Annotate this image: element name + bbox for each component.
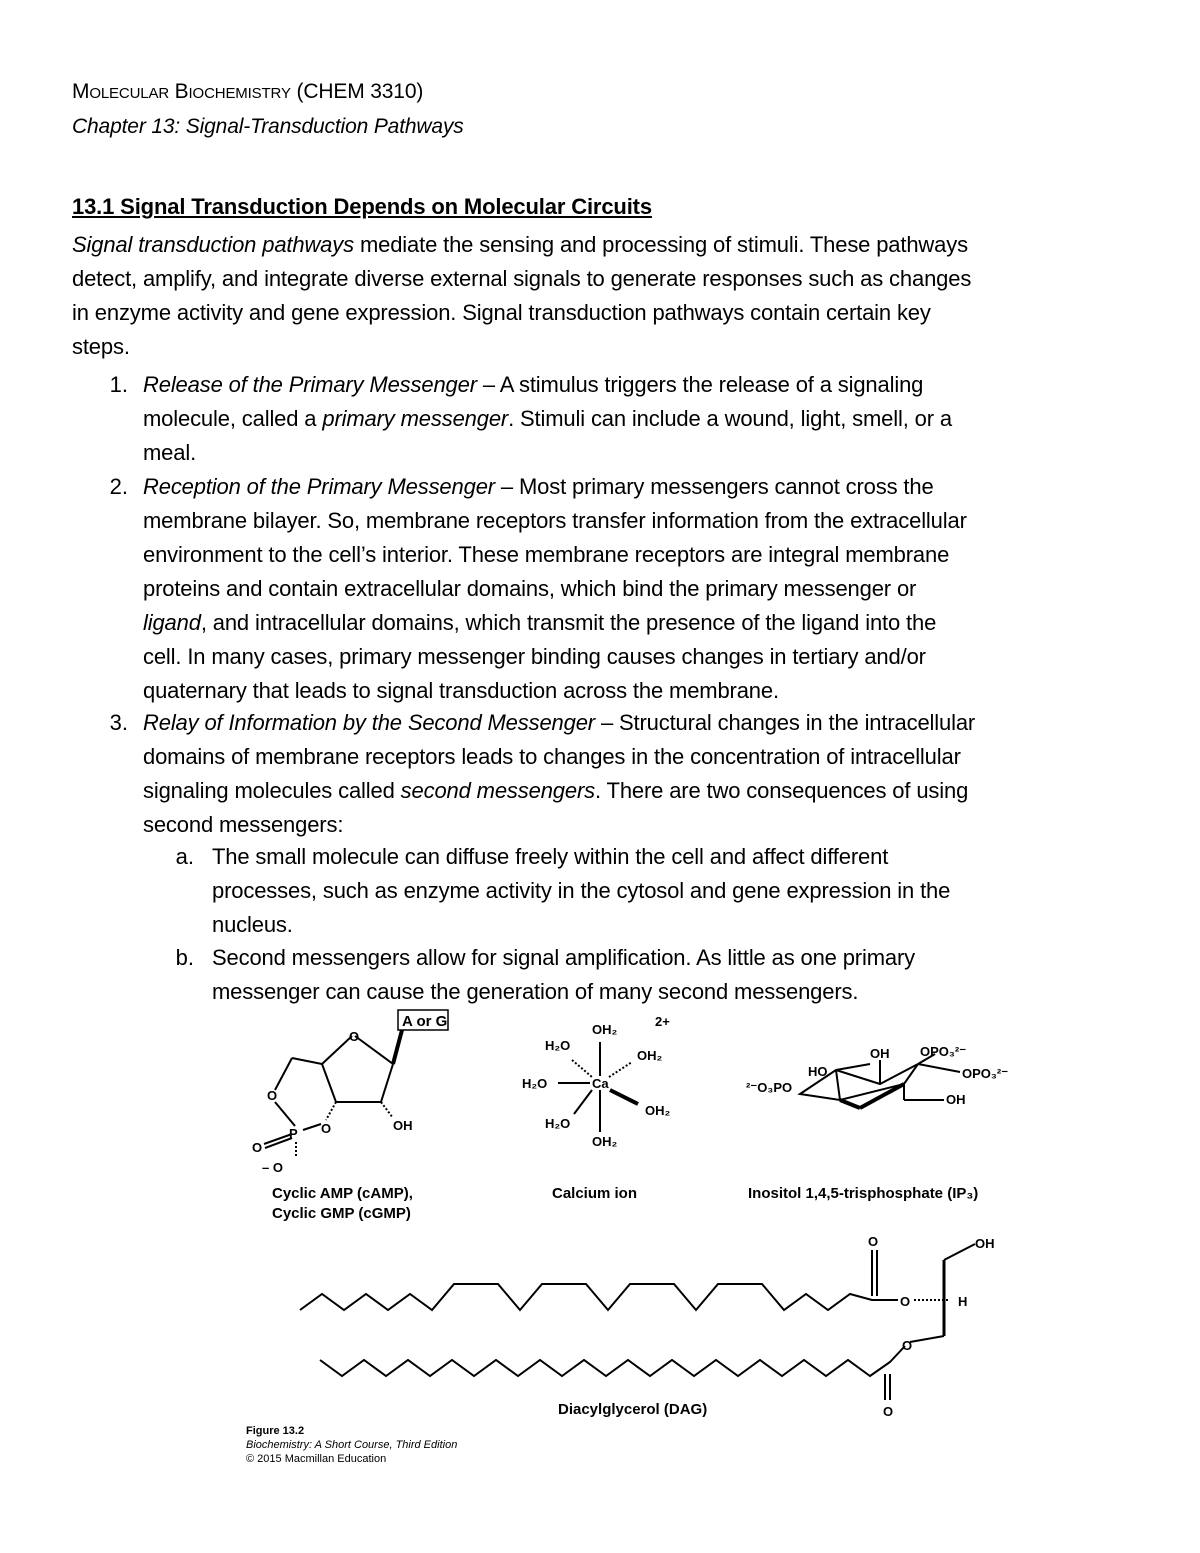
svg-text:H: H — [958, 1294, 968, 1309]
svg-text:H₂O: H₂O — [522, 1076, 548, 1091]
list-number: 3. — [109, 710, 128, 735]
section-heading: 13.1 Signal Transduction Depends on Molecular Circuits — [72, 194, 652, 219]
list-item-line: cell. In many cases, primary messenger binding causes changes in tertiary and/or — [143, 644, 926, 669]
sublist-item-line: The small molecule can diffuse freely within the cell and affect different — [212, 844, 889, 869]
base-box-label: A or G — [402, 1013, 448, 1030]
svg-text:O: O — [321, 1121, 332, 1136]
list-item-line: Reception of the Primary Messenger – Most primary messengers cannot cross the — [143, 474, 934, 499]
svg-text:P: P — [289, 1126, 298, 1141]
figure-source: Biochemistry: A Short Course, Third Edition — [246, 1439, 458, 1451]
svg-text:O: O — [868, 1234, 879, 1249]
list-item-line: environment to the cell’s interior. These membrane receptors are integral membrane — [143, 542, 950, 567]
intro-line: Signal transduction pathways mediate the sensing and processing of stimuli. These pathways — [72, 232, 968, 257]
intro-line: in enzyme activity and gene expression. Signal transduction pathways contain certain key — [72, 300, 931, 325]
intro-line: steps. — [72, 334, 130, 359]
sublist-letter: b. — [175, 945, 194, 970]
sublist-item-line: processes, such as enzyme activity in the cytosol and gene expression in the — [212, 878, 951, 903]
svg-text:Ca: Ca — [592, 1076, 609, 1091]
calcium-atoms — [522, 1014, 671, 1149]
svg-text:OH₂: OH₂ — [592, 1022, 618, 1037]
svg-text:– O: – O — [262, 1160, 283, 1175]
svg-text:O: O — [883, 1404, 894, 1419]
svg-text:OH: OH — [946, 1092, 966, 1107]
list-number: 2. — [109, 474, 128, 499]
camp-label: Cyclic AMP (cAMP), — [272, 1185, 413, 1202]
svg-text:OH₂: OH₂ — [637, 1048, 663, 1063]
svg-text:O: O — [900, 1294, 911, 1309]
list-item-line: proteins and contain extracellular domains, which bind the primary messenger or — [143, 576, 917, 601]
svg-text:OH: OH — [393, 1118, 413, 1133]
list-item-line: quaternary that leads to signal transduction across the membrane. — [143, 678, 779, 703]
svg-text:O: O — [902, 1338, 913, 1353]
course-title: Molecular Biochemistry (CHEM 3310) — [72, 80, 424, 103]
calcium-label: Calcium ion — [552, 1185, 638, 1202]
svg-text:HO: HO — [808, 1064, 828, 1079]
svg-text:OPO₃²⁻: OPO₃²⁻ — [962, 1066, 1009, 1081]
svg-text:OPO₃²⁻: OPO₃²⁻ — [920, 1044, 967, 1059]
sublist-item-line: messenger can cause the generation of many second messengers. — [212, 979, 859, 1004]
figure-copyright: © 2015 Macmillan Education — [246, 1453, 387, 1465]
cgmp-label: Cyclic GMP (cGMP) — [272, 1205, 411, 1222]
svg-text:O: O — [349, 1029, 360, 1044]
dag-label: Diacylglycerol (DAG) — [558, 1401, 708, 1418]
svg-text:OH₂: OH₂ — [592, 1134, 618, 1149]
list-item-line: meal. — [143, 440, 197, 465]
chapter-title: Chapter 13: Signal-Transduction Pathways — [72, 115, 464, 138]
list-item-line: Release of the Primary Messenger – A stimulus triggers the release of a signaling — [143, 372, 924, 397]
svg-text:O: O — [252, 1140, 263, 1155]
svg-text:2+: 2+ — [655, 1014, 670, 1029]
dag-atoms — [868, 1234, 995, 1419]
list-item-line: domains of membrane receptors leads to changes in the concentration of intracellular — [143, 744, 961, 769]
list-item-line: second messengers: — [143, 812, 344, 837]
list-item-line: molecule, called a primary messenger. Stimuli can include a wound, light, smell, or a — [143, 406, 952, 431]
list-item-line: Relay of Information by the Second Messenger – Structural changes in the intracellular — [143, 710, 976, 735]
svg-text:H₂O: H₂O — [545, 1116, 571, 1131]
svg-text:OH: OH — [870, 1046, 890, 1061]
camp-atoms — [252, 1029, 413, 1175]
svg-text:OH: OH — [975, 1236, 995, 1251]
intro-line: detect, amplify, and integrate diverse external signals to generate responses such as changes — [72, 266, 972, 291]
sublist-item-line: nucleus. — [212, 912, 293, 937]
svg-text:²⁻O₃PO: ²⁻O₃PO — [746, 1080, 793, 1095]
list-item-line: membrane bilayer. So, membrane receptors transfer information from the extracellular — [143, 508, 967, 533]
list-item-line: signaling molecules called second messengers. There are two consequences of using — [143, 778, 969, 803]
list-item-line: ligand, and intracellular domains, which transmit the presence of the ligand into the — [143, 610, 937, 635]
ip3-label: Inositol 1,4,5-trisphosphate (IP₃) — [748, 1185, 979, 1202]
svg-text:H₂O: H₂O — [545, 1038, 571, 1053]
sublist-item-line: Second messengers allow for signal amplification. As little as one primary — [212, 945, 916, 970]
list-number: 1. — [109, 372, 128, 397]
svg-text:O: O — [267, 1088, 278, 1103]
sublist-letter: a. — [175, 844, 194, 869]
figure-number: Figure 13.2 — [246, 1425, 305, 1437]
svg-text:OH₂: OH₂ — [645, 1103, 671, 1118]
